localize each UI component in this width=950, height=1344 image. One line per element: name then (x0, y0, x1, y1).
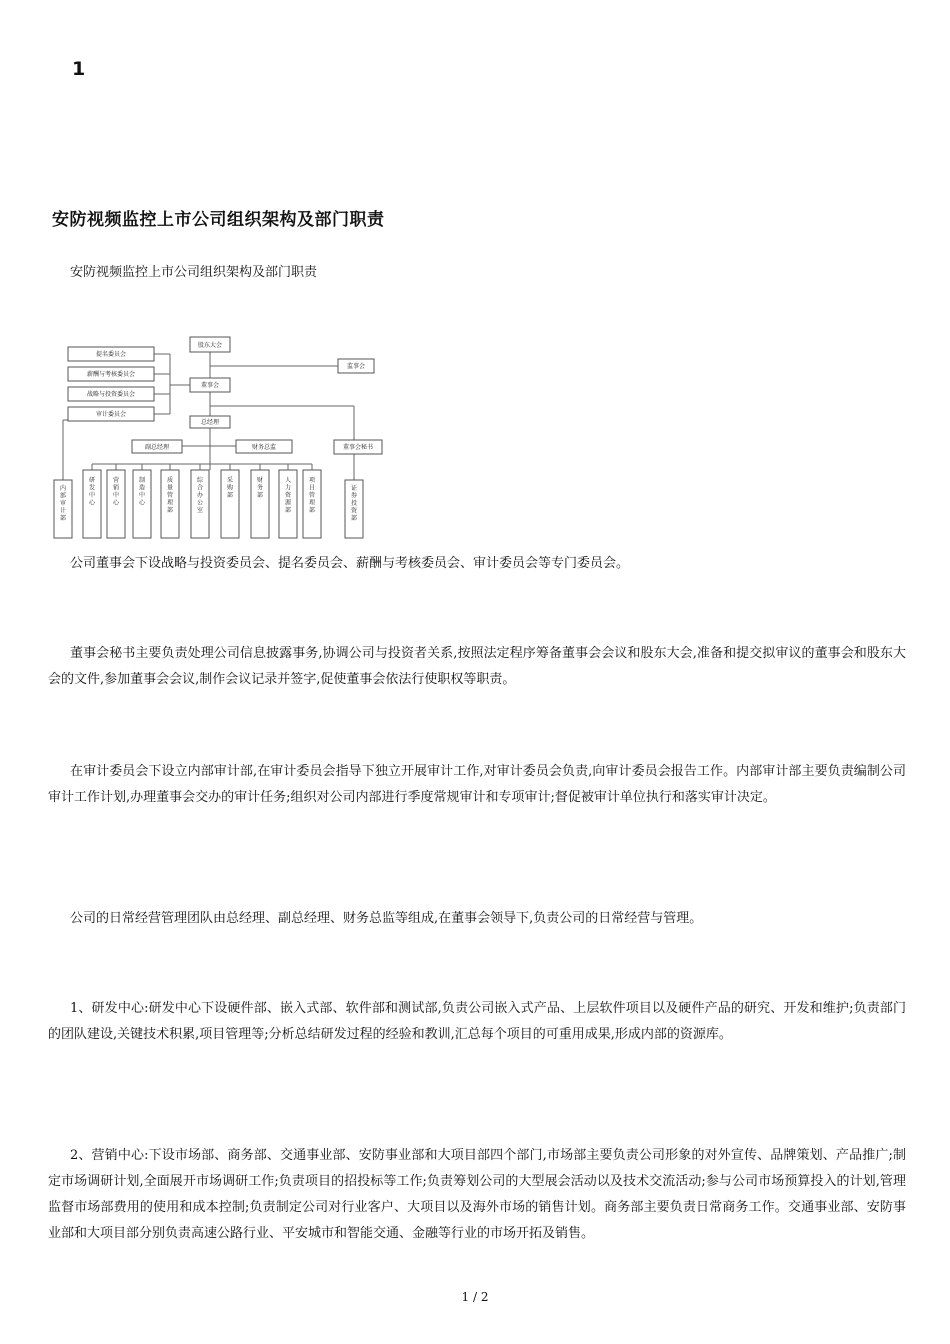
dept-label: 研发中心 (88, 477, 96, 507)
dept-label: 制造中心 (138, 477, 146, 507)
deputy-gm-label: 副总经理 (144, 444, 170, 451)
committee-label: 薪酬与考核委员会 (86, 371, 136, 378)
document-title: 安防视频监控上市公司组织架构及部门职责 (52, 210, 385, 230)
dept-label: 综合办公室 (196, 477, 204, 514)
dept-label: 质量管理部 (166, 477, 174, 514)
paragraph-marketing-center: 2、营销中心:下设市场部、商务部、交通事业部、安防事业部和大项目部四个部门,市场部主要负责公司形象的对外宣传、品牌策划、产品推广;制定市场调研计划,全面展开市场调研工作;负责项目的招投标等工作;负责筹划公司的大型展会活动以及技术交流活动;参与公司市场预算投入的计划,管理监督市场部费用的使用和成本控制;负责制定公司对行业客户、大项目以及海外市场的销售计划。商务部主要负责日常商务工作。交通事业部、安防事业部和大项目部分别负责高速公路行业、平安城市和智能交通、金融等行业的市场开拓及销售。 (48, 1148, 906, 1241)
secretary-label: 董事会秘书 (342, 444, 374, 451)
dept-label: 采购部 (226, 477, 234, 499)
committee-label: 提名委员会 (95, 351, 127, 358)
cfo-label: 财务总监 (251, 444, 277, 451)
audit-dept-label: 内部审计部 (59, 485, 67, 522)
committee-label: 审计委员会 (95, 411, 127, 418)
dept-label: 财务部 (256, 477, 264, 499)
paragraph-rd-center: 1、研发中心:研发中心下设硬件部、嵌入式部、软件部和测试部,负责公司嵌入式产品、上层软件项目以及硬件产品的研究、开发和维护;负责部门的团队建设,关键技术积累,项目管理等;分析总结研发过程的经验和教训,汇总每个项目的可重用成果,形成内部的资源库。 (48, 1001, 906, 1042)
board-label: 董事会 (200, 382, 220, 389)
document-subtitle: 安防视频监控上市公司组织架构及部门职责 (70, 265, 318, 280)
dept-label: 项目管理部 (308, 477, 316, 514)
paragraph-committees: 公司董事会下设战略与投资委员会、提名委员会、薪酬与考核委员会、审计委员会等专门委员会。 (70, 556, 630, 571)
paragraph-audit: 在审计委员会下设立内部审计部,在审计委员会指导下独立开展审计工作,对审计委员会负责,向审计委员会报告工作。内部审计部主要负责编制公司审计工作计划,办理董事会交办的审计任务;组织对公司内部进行季度常规审计和专项审计;督促被审计单位执行和落实审计决定。 (48, 764, 906, 805)
page-footer: 1 / 2 (461, 1290, 489, 1304)
securities-dept-label: 证券投资部 (350, 485, 358, 522)
committee-label: 战略与投资委员会 (86, 391, 136, 398)
dept-label: 人力资源部 (284, 477, 292, 514)
shareholders-label: 股东大会 (197, 342, 223, 349)
org-chart (48, 330, 388, 542)
page-marker: 1 (72, 58, 86, 80)
dept-label: 营销中心 (112, 477, 120, 507)
supervisors-label: 监事会 (346, 363, 366, 370)
paragraph-secretary: 董事会秘书主要负责处理公司信息披露事务,协调公司与投资者关系,按照法定程序筹备董事会会议和股东大会,准备和提交拟审议的董事会和股东大会的文件,参加董事会会议,制作会议记录并签字,促使董事会依法行使职权等职责。 (48, 646, 906, 687)
paragraph-management: 公司的日常经营管理团队由总经理、副总经理、财务总监等组成,在董事会领导下,负责公司的日常经营与管理。 (70, 911, 703, 926)
gm-label: 总经理 (200, 419, 220, 426)
